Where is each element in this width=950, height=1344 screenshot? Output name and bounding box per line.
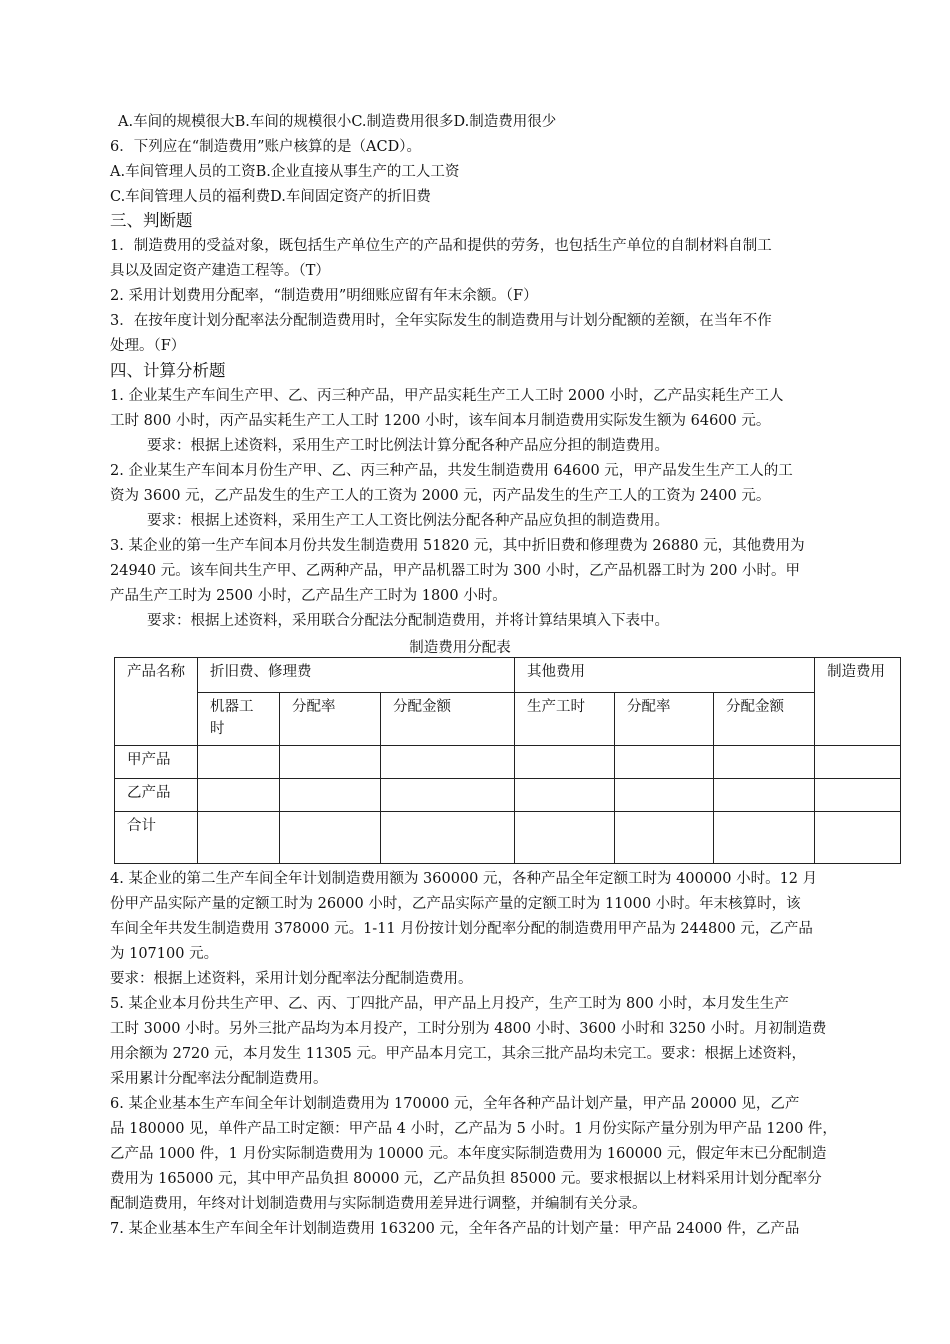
calc-4-line-3: 车间全年共发生制造费用 378000 元。1-11 月份按计划分配率分配的制造费用甲产品为 244800 元，乙产品 xyxy=(110,921,813,937)
calc-6-line-1: 6. 某企业基本生产车间全年计划制造费用为 170000 元，全年各种产品计划产量，甲产品 20000 见，乙产 xyxy=(110,1096,800,1112)
judgment-3-line-2: 处理。（F） xyxy=(110,338,186,354)
calc-3-requirement: 要求：根据上述资料，采用联合分配法分配制造费用，并将计算结果填入下表中。 xyxy=(147,613,669,629)
calc-7-line-1: 7. 某企业基本生产车间全年计划制造费用 163200 元，全年各产品的计划产量：甲产品 24000 件，乙产品 xyxy=(110,1221,800,1237)
subheader-rate-2: 分配率 xyxy=(615,693,714,746)
question-6: 6．下列应在“制造费用”账户核算的是（ACD）。 xyxy=(110,139,421,155)
calc-6-line-2: 品 180000 见，单件产品工时定额：甲产品 4 小时，乙产品为 5 小时。1 月份实际产量分别为甲产品 1200 件， xyxy=(110,1121,837,1137)
calc-6-line-3: 乙产品 1000 件，1 月份实际制造费用为 10000 元。本年度实际制造费用为 160000 元，假定年末已分配制造 xyxy=(110,1146,827,1162)
calc-5-line-2: 工时 3000 小时。另外三批产品均为本月投产，工时分别为 4800 小时、3600 小时和 3250 小时。月初制造费 xyxy=(110,1021,827,1037)
table-caption: 制造费用分配表 xyxy=(409,640,511,656)
empty-cell xyxy=(198,779,280,812)
calc-2-requirement: 要求：根据上述资料，采用生产工人工资比例法分配各种产品应负担的制造费用。 xyxy=(147,513,669,529)
calc-4-line-1: 4. 某企业的第二生产车间全年计划制造费用额为 360000 元，各种产品全年定额工时为 400000 小时。12 月 xyxy=(110,871,818,887)
subheader-labor-hours: 生产工时 xyxy=(515,693,615,746)
table-row xyxy=(115,746,901,779)
row-label-product-b: 乙产品 xyxy=(115,779,198,812)
calc-5-line-1: 5. 某企业本月份共生产甲、乙、丙、丁四批产品，甲产品上月投产，生产工时为 800 小时，本月发生生产 xyxy=(110,996,789,1012)
calc-3-line-2: 24940 元。该车间共生产甲、乙两种产品，甲产品机器工时为 300 小时，乙产品机器工时为 200 小时。甲 xyxy=(110,563,801,579)
calc-4-line-2: 份甲产品实际产量的定额工时为 26000 小时，乙产品实际产量的定额工时为 11000 小时。年末核算时，该 xyxy=(110,896,801,912)
calc-5-line-3: 用余额为 2720 元，本月发生 11305 元。甲产品本月完工，其余三批产品均未完工。要求：根据上述资料， xyxy=(110,1046,806,1062)
table-row xyxy=(115,812,901,864)
empty-cell xyxy=(198,746,280,779)
calc-3-line-3: 产品生产工时为 2500 小时，乙产品生产工时为 1800 小时。 xyxy=(110,588,507,604)
header-manufacturing-cost: 制造费用 xyxy=(815,658,901,746)
judgment-2: 2. 采用计划费用分配率，“制造费用”明细账应留有年末余额。（F） xyxy=(110,288,538,304)
subheader-amount-2: 分配金额 xyxy=(714,693,815,746)
question-6-options-2: C.车间管理人员的福利费D.车间固定资产的折旧费 xyxy=(110,189,431,205)
calc-1-line-2: 工时 800 小时，丙产品实耗生产工人工时 1200 小时，该车间本月制造费用实际发生额为 64600 元。 xyxy=(110,413,771,429)
empty-cell xyxy=(515,812,615,864)
allocation-table xyxy=(114,657,901,864)
calc-1-requirement: 要求：根据上述资料，采用生产工时比例法计算分配各种产品应分担的制造费用。 xyxy=(147,438,669,454)
calc-6-line-4: 费用为 165000 元，其中甲产品负担 80000 元，乙产品负担 85000 元。要求根据以上材料采用计划分配率分 xyxy=(110,1171,822,1187)
calc-1-line-1: 1. 企业某生产车间生产甲、乙、丙三种产品，甲产品实耗生产工人工时 2000 小时，乙产品实耗生产工人 xyxy=(110,388,784,404)
judgment-3-line-1: 3．在按年度计划分配率法分配制造费用时，全年实际发生的制造费用与计划分配额的差额，在当年不作 xyxy=(110,313,772,329)
calc-2-line-2: 资为 3600 元，乙产品发生的生产工人的工资为 2000 元，丙产品发生的生产工人的工资为 2400 元。 xyxy=(110,488,771,504)
row-label-total: 合计 xyxy=(115,812,198,864)
judgment-1-line-1: 1．制造费用的受益对象，既包括生产单位生产的产品和提供的劳务，也包括生产单位的自制材料自制工 xyxy=(110,238,772,254)
empty-cell xyxy=(381,746,515,779)
header-other-expenses: 其他费用 xyxy=(515,658,815,693)
subheader-machine-hours: 机器工时 xyxy=(198,693,280,746)
empty-cell xyxy=(714,746,815,779)
empty-cell xyxy=(714,812,815,864)
calc-6-line-5: 配制造费用，年终对计划制造费用与实际制造费用差异进行调整，并编制有关分录。 xyxy=(110,1196,647,1212)
empty-cell xyxy=(815,812,901,864)
empty-cell xyxy=(815,746,901,779)
calc-3-line-1: 3. 某企业的第一生产车间本月份共发生制造费用 51820 元，其中折旧费和修理费为 26880 元，其他费用为 xyxy=(110,538,805,554)
judgment-1-line-2: 具以及固定资产建造工程等。（T） xyxy=(110,263,330,279)
calc-4-line-4: 为 107100 元。 xyxy=(110,946,219,962)
q5-options: A.车间的规模很大B.车间的规模很小C.制造费用很多D.制造费用很少 xyxy=(118,114,557,130)
empty-cell xyxy=(280,779,381,812)
empty-cell xyxy=(198,812,280,864)
empty-cell xyxy=(615,746,714,779)
calc-4-requirement: 要求：根据上述资料，采用计划分配率法分配制造费用。 xyxy=(110,971,473,987)
header-depreciation-repair: 折旧费、修理费 xyxy=(198,658,515,693)
subheader-amount-1: 分配金额 xyxy=(381,693,515,746)
empty-cell xyxy=(714,779,815,812)
empty-cell xyxy=(615,779,714,812)
empty-cell xyxy=(280,812,381,864)
section-4-heading: 四、计算分析题 xyxy=(110,361,226,380)
table-row xyxy=(115,779,901,812)
calc-5-line-4: 采用累计分配率法分配制造费用。 xyxy=(110,1071,328,1087)
empty-cell xyxy=(815,779,901,812)
subheader-rate-1: 分配率 xyxy=(280,693,381,746)
empty-cell xyxy=(515,779,615,812)
empty-cell xyxy=(615,812,714,864)
empty-cell xyxy=(515,746,615,779)
empty-cell xyxy=(381,812,515,864)
calc-2-line-1: 2. 企业某生产车间本月份生产甲、乙、丙三种产品，共发生制造费用 64600 元，甲产品发生生产工人的工 xyxy=(110,463,793,479)
empty-cell xyxy=(381,779,515,812)
row-label-product-a: 甲产品 xyxy=(115,746,198,779)
question-6-options-1: A.车间管理人员的工资B.企业直接从事生产的工人工资 xyxy=(110,164,460,180)
section-3-heading: 三、判断题 xyxy=(110,211,193,230)
empty-cell xyxy=(280,746,381,779)
header-product-name: 产品名称 xyxy=(115,658,198,746)
